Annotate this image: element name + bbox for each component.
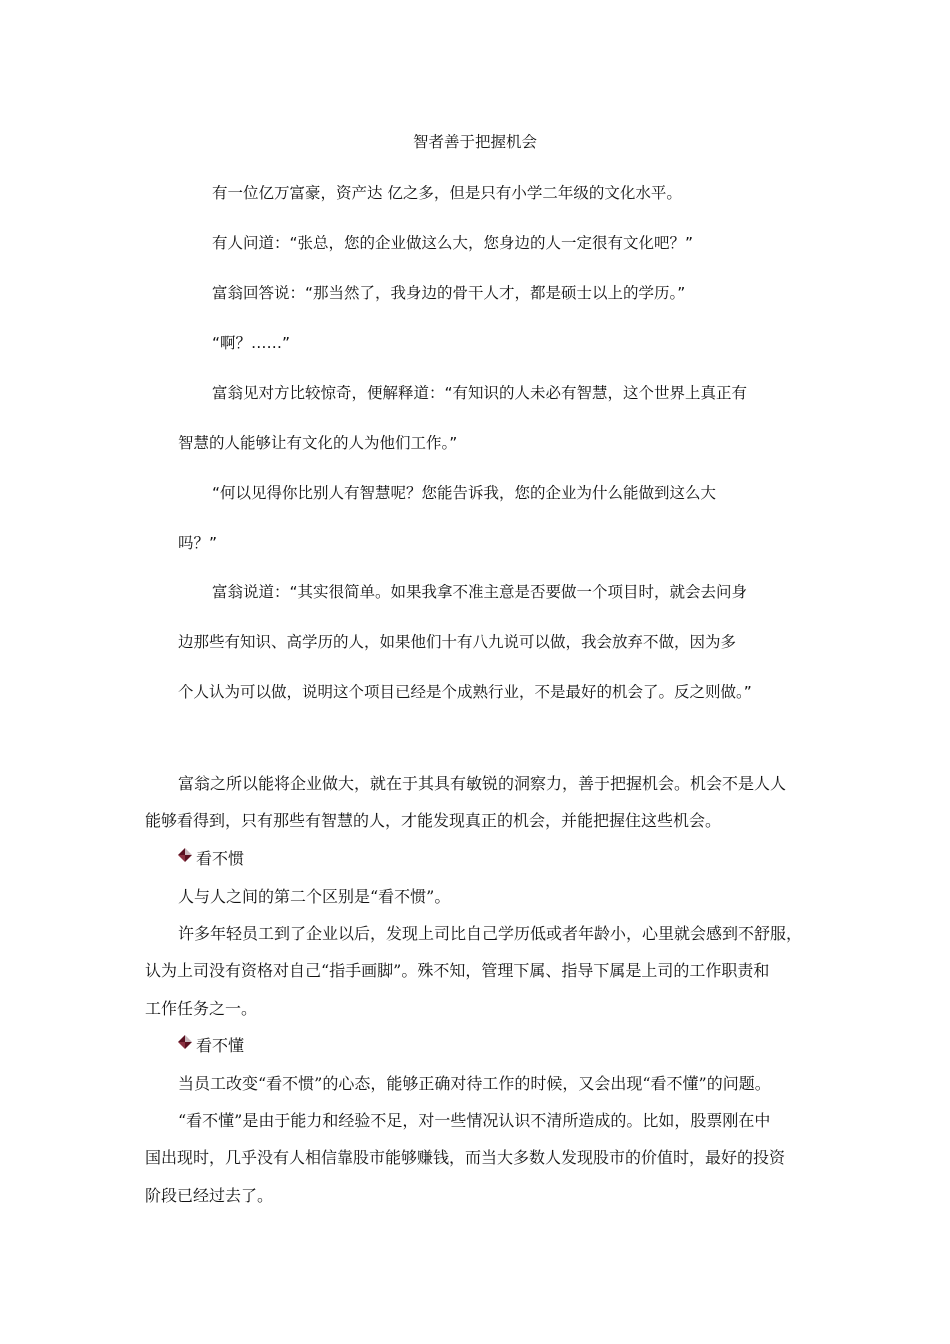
commentary-paragraph-5-line-2: 国出现时，几乎没有人相信靠股市能够赚钱，而当大多数人发现股市的价值时，最好的投资	[145, 1148, 786, 1167]
story-paragraph-6-line-1: “何以见得你比别人有智慧呢？您能告诉我，您的企业为什么能做到这么大	[212, 484, 717, 502]
commentary-paragraph-1-line-2: 能够看得到，只有那些有智慧的人，才能发现真正的机会，并能把握住这些机会。	[145, 811, 722, 830]
commentary-paragraph-2: 人与人之间的第二个区别是“看不惯”。	[178, 887, 451, 906]
commentary-paragraph-5-line-3: 阶段已经过去了。	[145, 1186, 274, 1205]
page-title: 智者善于把握机会	[412, 133, 537, 151]
section-heading-kanbuguan	[178, 846, 378, 868]
commentary-paragraph-3-line-1: 许多年轻员工到了企业以后，发现上司比自己学历低或者年龄小，心里就会感到不舒服，	[178, 924, 803, 943]
diamond-bullet-icon	[178, 1035, 192, 1049]
story-paragraph-3: 富翁回答说：“那当然了，我身边的骨干人才，都是硕士以上的学历。”	[212, 284, 686, 302]
story-paragraph-7-line-1: 富翁说道：“其实很简单。如果我拿不准主意是否要做一个项目时，就会去问身	[212, 583, 748, 601]
story-paragraph-6-line-2: 吗？”	[178, 534, 218, 552]
story-paragraph-4: “啊？……”	[212, 334, 291, 352]
story-paragraph-2: 有人问道：“张总，您的企业做这么大，您身边的人一定很有文化吧？”	[212, 234, 694, 252]
commentary-paragraph-4: 当员工改变“看不惯”的心态，能够正确对待工作的时候，又会出现“看不懂”的问题。	[178, 1074, 771, 1093]
commentary-paragraph-1-line-1: 富翁之所以能将企业做大，就在于其具有敏锐的洞察力，善于把握机会。机会不是人人	[178, 774, 787, 793]
story-paragraph-5-line-1: 富翁见对方比较惊奇，便解释道：“有知识的人未必有智慧，这个世界上真正有	[212, 384, 748, 402]
story-paragraph-7-line-3: 个人认为可以做，说明这个项目已经是个成熟行业，不是最好的机会了。反之则做。”	[178, 683, 752, 701]
commentary-paragraph-5-line-1: “看不懂”是由于能力和经验不足，对一些情况认识不清所造成的。比如，股票刚在中	[178, 1111, 771, 1130]
story-paragraph-5-line-2: 智慧的人能够让有文化的人为他们工作。”	[178, 434, 458, 452]
story-paragraph-7-line-2: 边那些有知识、高学历的人，如果他们十有八九说可以做，我会放弃不做，因为多	[178, 633, 737, 651]
commentary-paragraph-3-line-2: 认为上司没有资格对自己“指手画脚”。殊不知，管理下属、指导下属是上司的工作职责和	[145, 961, 770, 980]
story-paragraph-1: 有一位亿万富豪，资产达 亿之多，但是只有小学二年级的文化水平。	[212, 184, 682, 202]
diamond-bullet-icon	[178, 848, 192, 862]
section-heading-label: 看不懂	[196, 1036, 245, 1055]
section-heading-kanbudong	[178, 1033, 378, 1055]
section-heading-label: 看不惯	[196, 849, 245, 868]
commentary-paragraph-3-line-3: 工作任务之一。	[145, 999, 258, 1018]
